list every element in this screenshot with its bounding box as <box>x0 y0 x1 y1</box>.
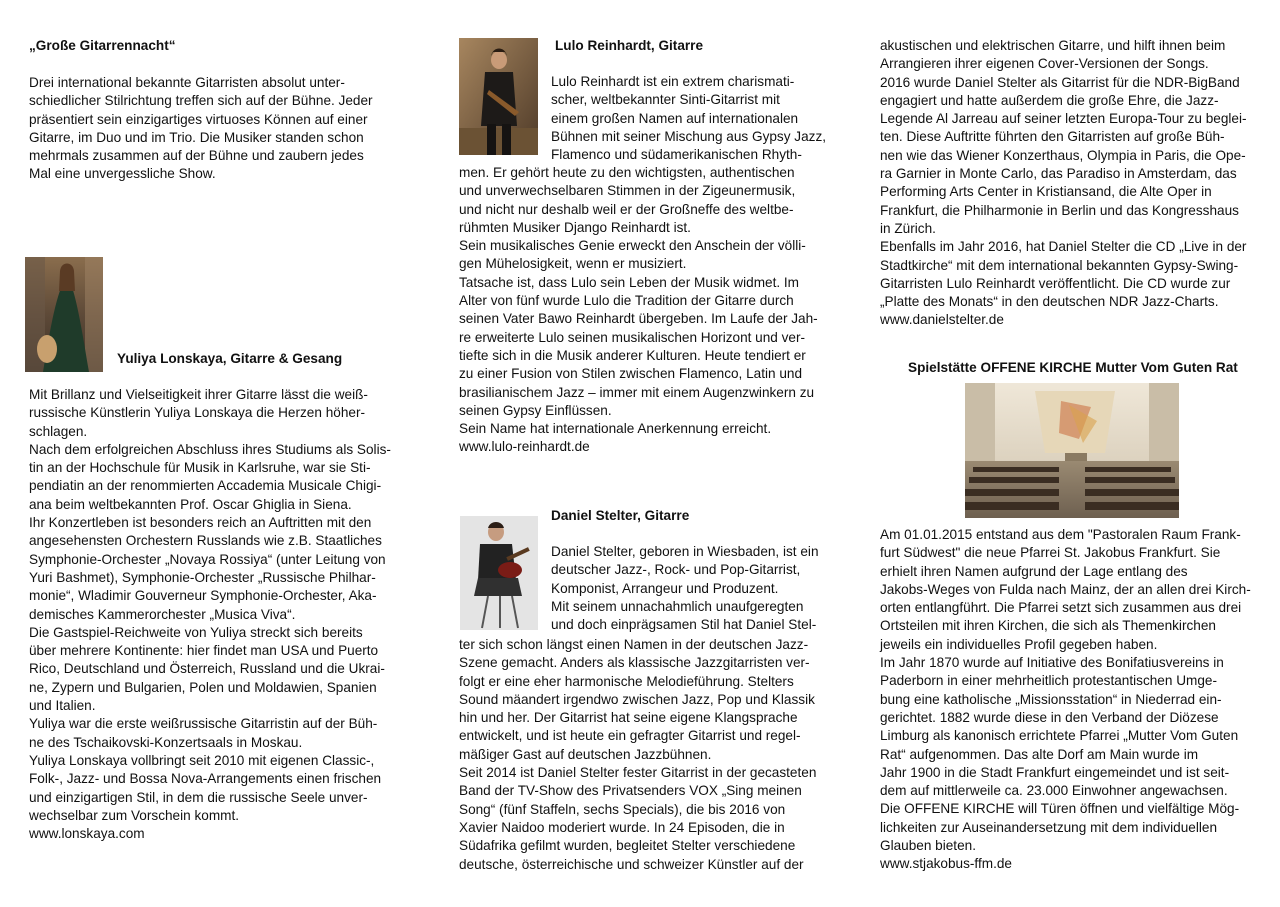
yuliya-bio: Mit Brillanz und Vielseitigkeit ihrer Gitarre lässt die weiß- russische Künstlerin Yuliya Lonskaya die Herzen höher- schlagen. Nach dem erfolgreichen Abschluss ihres Studiums als Solis- tin an der Hochschule für Musik in Karlsruhe, war sie Sti- pendiatin an der renommierten Accademia Musicale Chigi- ana beim weltbekannten Prof. Oscar Ghiglia in Siena. Ihr Konzertleben ist besonders reich an Auftritten mit den angesehensten Orchestern Russlands wie z.B. Staatliches Symphonie-Orchester „Novaya Rossiya“ (unter Leitung von Yuri Bashmet), Symphonie-Orchester „Russische Philhar- monie“, Wladimir Gouverneur Symphonie-Orchester, Aka- demisches Kammerorchester „Musica Viva“. Die Gastspiel-Reichweite von Yuliya streckt sich bereits über mehrere Kontinente: hier findet man USA und Puerto Rico, Deutschland und Österreich, Russland und die Ukrai- ne, Zypern und Bulgarien, Polen und Moldawien, Spanien und Italien. Yuliya war die erste weißrussische Gitarristin auf der Büh- ne des Tschaikovski-Konzertsaals in Moskau. Yuliya Lonskaya vollbringt seit 2010 mit eigenen Classic-, Folk-, Jazz- und Bossa Nova-Arrangements einen frischen und einzigartigen Stil, in dem die russische Seele unver- wechselbar zum Vorschein kommt. www.lonskaya.com <box>29 387 391 842</box>
concert-intro: Drei international bekannte Gitarristen absolut unter- schiedlicher Stilrichtung treffen sich auf der Bühne. Jeder präsentiert sein einzigartiges virtuoses Können auf einer Gitarre, im Duo und im Trio. Die Musiker standen schon mehrmals zusammen auf der Bühne und zaubern jedes Mal eine unvergessliche Show. <box>29 75 373 182</box>
daniel-title: Daniel Stelter, Gitarre <box>551 508 690 523</box>
daniel-bio-continued: akustischen und elektrischen Gitarre, und hilft ihnen beim Arrangieren ihrer eigenen Cover-Versionen der Songs. 2016 wurde Daniel Stelter als Gitarrist für die NDR-BigBand engagiert und hatte außerdem die große Ehre, die Jazz- Legende Al Jarreau auf seiner letzten Europa-Tour zu beglei- ten. Diese Auftritte führten den Gitarristen auf große Büh- nen wie das Wiener Konzerthaus, Olympia in Paris, die Ope- ra Garnier in Monte Carlo, das Paradiso in Amsterdam, das Performing Arts Center in Kristiansand, die Alte Oper in Frankfurt, die Philharmonie in Berlin und das Kongresshaus in Zürich. Ebenfalls im Jahr 2016, hat Daniel Stelter die CD „Live in der Stadtkirche“ mit dem international bekannten Gypsy-Swing- Gitarristen Lulo Reinhardt veröffentlicht. Die CD wurde zur „Platte des Monats“ in den deutschen NDR Jazz-Charts. www.danielstelter.de <box>880 38 1247 328</box>
lulo-photo <box>459 38 538 155</box>
daniel-bio: ter sich schon längst einen Namen in der deutschen Jazz- Szene gemacht. Anders als klassische Jazzgitarristen ver- folgt er eine eher harmonische Melodieführung. Stelters Sound mäandert irgendwo zwischen Jazz, Pop und Klassik hin und her. Der Gitarrist hat seine eigene Klangsprache entwickelt, und ist heute ein gefragter Gitarrist und regel- mäßiger Gast auf deutschen Jazzbühnen. Seit 2014 ist Daniel Stelter fester Gitarrist in der gecasteten Band der TV-Show des Privatsenders VOX „Sing meinen Song“ (fünf Staffeln, sechs Specials), die bis 2016 von Xavier Naidoo moderiert wurde. In 24 Episoden, die in Südafrika gefilmt wurden, begleitet Stelter verschiedene deutsche, österreichische und schweizer Künstler auf der <box>459 637 817 872</box>
venue-title: Spielstätte OFFENE KIRCHE Mutter Vom Guten Rat <box>908 360 1238 375</box>
yuliya-title: Yuliya Lonskaya, Gitarre & Gesang <box>117 351 343 366</box>
venue-text: Am 01.01.2015 entstand aus dem "Pastoralen Raum Frank- furt Südwest" die neue Pfarrei St. Jakobus Frankfurt. Sie erhielt ihren Namen aufgrund der Lage entlang des Jakobs-Weges von Fulda nach Mainz, der an allen drei Kirch- orten entlangführt. Die Pfarrei setzt sich zusammen aus drei Ortsteilen mit ihren Kirchen, die sich als Themenkirchen jeweils ein individuelles Profil gegeben haben. Im Jahr 1870 wurde auf Initiative des Bonifatiusvereins in Paderborn in einer mehrheitlich protestantischen Umge- bung eine katholische „Missionsstation“ in Niederrad ein- gerichtet. 1882 wurde diese in den Verband der Diözese Limburg als kanonisch errichtete Pfarrei „Mutter Vom Guten Rat“ aufgenommen. Das alte Dorf am Main wurde im Jahr 1900 in die Stadt Frankfurt eingemeindet und ist seit- dem auf mittlerweile ca. 23.000 Einwohner angewachsen. Die OFFENE KIRCHE will Türen öffnen und vielfältige Mög- lichkeiten zur Auseinandersetzung mit dem individuellen Glauben bieten. www.stjakobus-ffm.de <box>880 527 1251 872</box>
yuliya-photo <box>25 257 103 372</box>
daniel-photo <box>460 516 538 630</box>
concert-heading: „Große Gitarrennacht“ <box>29 38 176 53</box>
lulo-bio-wrap: Lulo Reinhardt ist ein extrem charismati- scher, weltbekannter Sinti-Gitarrist mit einem großen Namen auf internationalen Bühnen mit seiner Mischung aus Gypsy Jazz, Flamenco und südamerikanischen Rhyth- <box>551 74 827 163</box>
daniel-bio-wrap: Daniel Stelter, geboren in Wiesbaden, ist ein deutscher Jazz-, Rock- und Pop-Gitarrist, Komponist, Arrangeur und Produzent. Mit seinem unnachahmlich unaufgeregten und doch einprägsamen Stil hat Daniel Stel- <box>551 544 819 633</box>
lulo-title: Lulo Reinhardt, Gitarre <box>555 38 704 53</box>
church-photo <box>965 383 1179 518</box>
lulo-bio: men. Er gehört heute zu den wichtigsten, authentischen und unverwechselbaren Stimmen in der Zigeunermusik, und nicht nur deshalb weil er der Großneffe des weltbe- rühmten Musiker Django Reinhardt ist. Sein musikalisches Genie erweckt den Anschein der völli- gen Mühelosigkeit, wenn er musiziert. Tatsache ist, dass Lulo sein Leben der Musik widmet. Im Alter von fünf wurde Lulo die Tradition der Gitarre durch seinen Vater Bawo Reinhardt übergeben. Im Laufe der Jah- re erweiterte Lulo seinen musikalischen Horizont und ver- tiefte sich in die Musik anderer Kulturen. Heute tendiert er zu einer Fusion von Stilen zwischen Flamenco, Latin und brasilianischem Jazz – immer mit einem Augenzwinkern zu seinen Gypsy Einflüssen. Sein Name hat internationale Anerkennung erreicht. www.lulo-reinhardt.de <box>459 165 818 455</box>
